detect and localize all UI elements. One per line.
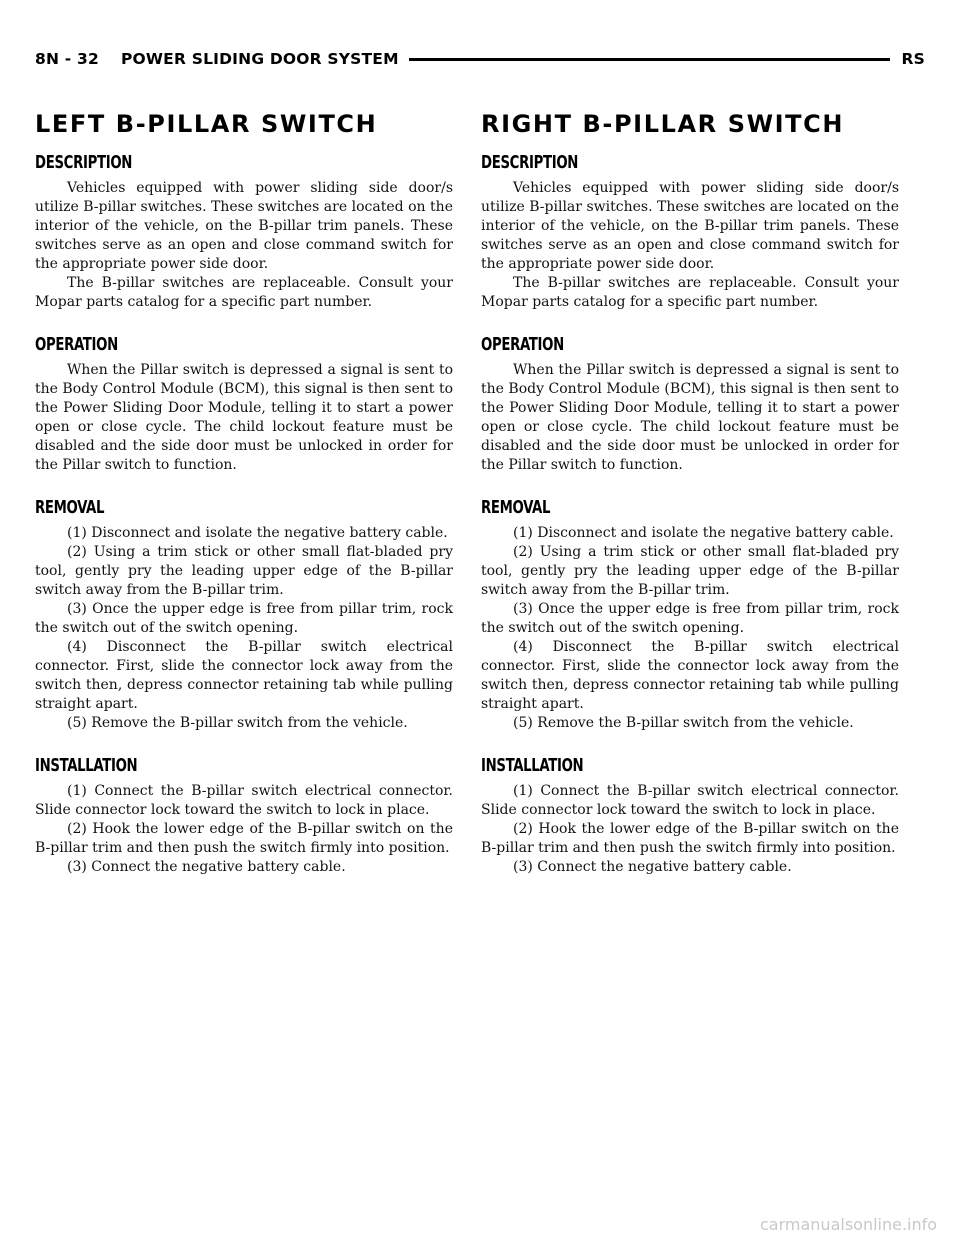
right-operation-heading: OPERATION (481, 334, 564, 355)
left-removal-heading: REMOVAL (35, 497, 105, 518)
header-rule (409, 58, 890, 61)
left-description-paragraph: The B-pillar switches are replaceable. Consult your Mopar parts catalog for a specific part number. (35, 275, 453, 310)
left-removal-step: (1) Disconnect and isolate the negative battery cable. (67, 525, 448, 541)
left-installation-step: (1) Connect the B-pillar switch electrical connector. Slide connector lock toward the switch to lock in place. (35, 783, 453, 818)
right-removal-block (481, 497, 899, 733)
right-column (481, 110, 899, 899)
left-installation-step: (2) Hook the lower edge of the B-pillar switch on the B-pillar trim and then push the switch firmly into position. (35, 821, 453, 856)
right-description-paragraph: Vehicles equipped with power sliding side door/s utilize B-pillar switches. These switches are located on the interior of the vehicle, on the B-pillar trim panels. These switches serve as an open and close command switch for the appropriate power side door. (481, 180, 899, 272)
left-removal-step: (2) Using a trim stick or other small flat-bladed pry tool, gently pry the leading upper edge of the B-pillar switch away from the B-pillar trim. (35, 544, 453, 598)
right-installation-step: (2) Hook the lower edge of the B-pillar switch on the B-pillar trim and then push the switch firmly into position. (481, 821, 899, 856)
right-description-paragraph: The B-pillar switches are replaceable. Consult your Mopar parts catalog for a specific part number. (481, 275, 899, 310)
right-description-block (481, 152, 899, 312)
left-description-paragraph: Vehicles equipped with power sliding side door/s utilize B-pillar switches. These switches are located on the interior of the vehicle, on the B-pillar trim panels. These switches serve as an open and close command switch for the appropriate power side door. (35, 180, 453, 272)
left-column (35, 110, 453, 899)
right-removal-step: (2) Using a trim stick or other small flat-bladed pry tool, gently pry the leading upper edge of the B-pillar switch away from the B-pillar trim. (481, 544, 899, 598)
right-removal-step: (4) Disconnect the B-pillar switch electrical connector. First, slide the connector lock away from the switch then, depress connector retaining tab while pulling straight apart. (481, 639, 899, 712)
right-installation-step: (3) Connect the negative battery cable. (513, 859, 792, 875)
right-description-heading: DESCRIPTION (481, 152, 579, 173)
left-operation-heading: OPERATION (35, 334, 118, 355)
left-installation-block (35, 755, 453, 877)
chapter-title: POWER SLIDING DOOR SYSTEM (120, 50, 399, 68)
right-installation-heading: INSTALLATION (481, 755, 584, 776)
model-code: RS (901, 50, 925, 68)
right-installation-step: (1) Connect the B-pillar switch electrical connector. Slide connector lock toward the switch to lock in place. (481, 783, 899, 818)
right-removal-heading: REMOVAL (481, 497, 551, 518)
right-removal-step: (5) Remove the B-pillar switch from the vehicle. (513, 715, 854, 731)
page-number: 8N - 32 (35, 50, 99, 68)
left-description-block (35, 152, 453, 312)
left-description-heading: DESCRIPTION (35, 152, 133, 173)
left-installation-step: (3) Connect the negative battery cable. (67, 859, 346, 875)
right-removal-step: (3) Once the upper edge is free from pillar trim, rock the switch out of the switch opening. (481, 601, 899, 636)
left-operation-paragraph: When the Pillar switch is depressed a signal is sent to the Body Control Module (BCM), this signal is then sent to the Power Sliding Door Module, telling it to start a power open or close cycle. The child lockout feature must be disabled and the side door must be unlocked in order for the Pillar switch to function. (35, 362, 453, 473)
left-removal-step: (5) Remove the B-pillar switch from the vehicle. (67, 715, 408, 731)
right-installation-block (481, 755, 899, 877)
left-installation-heading: INSTALLATION (35, 755, 138, 776)
right-removal-step: (1) Disconnect and isolate the negative battery cable. (513, 525, 894, 541)
left-operation-block (35, 334, 453, 475)
right-operation-paragraph: When the Pillar switch is depressed a signal is sent to the Body Control Module (BCM), this signal is then sent to the Power Sliding Door Module, telling it to start a power open or close cycle. The child lockout feature must be disabled and the side door must be unlocked in order for the Pillar switch to function. (481, 362, 899, 473)
left-section-title: LEFT B-PILLAR SWITCH (35, 110, 378, 138)
left-removal-step: (4) Disconnect the B-pillar switch electrical connector. First, slide the connector lock away from the switch then, depress connector retaining tab while pulling straight apart. (35, 639, 453, 712)
left-removal-step: (3) Once the upper edge is free from pillar trim, rock the switch out of the switch opening. (35, 601, 453, 636)
left-removal-block (35, 497, 453, 733)
right-section-title: RIGHT B-PILLAR SWITCH (481, 110, 845, 138)
site-watermark: carmanualsonline.info (760, 1215, 938, 1234)
page-header (35, 48, 925, 70)
right-operation-block (481, 334, 899, 475)
